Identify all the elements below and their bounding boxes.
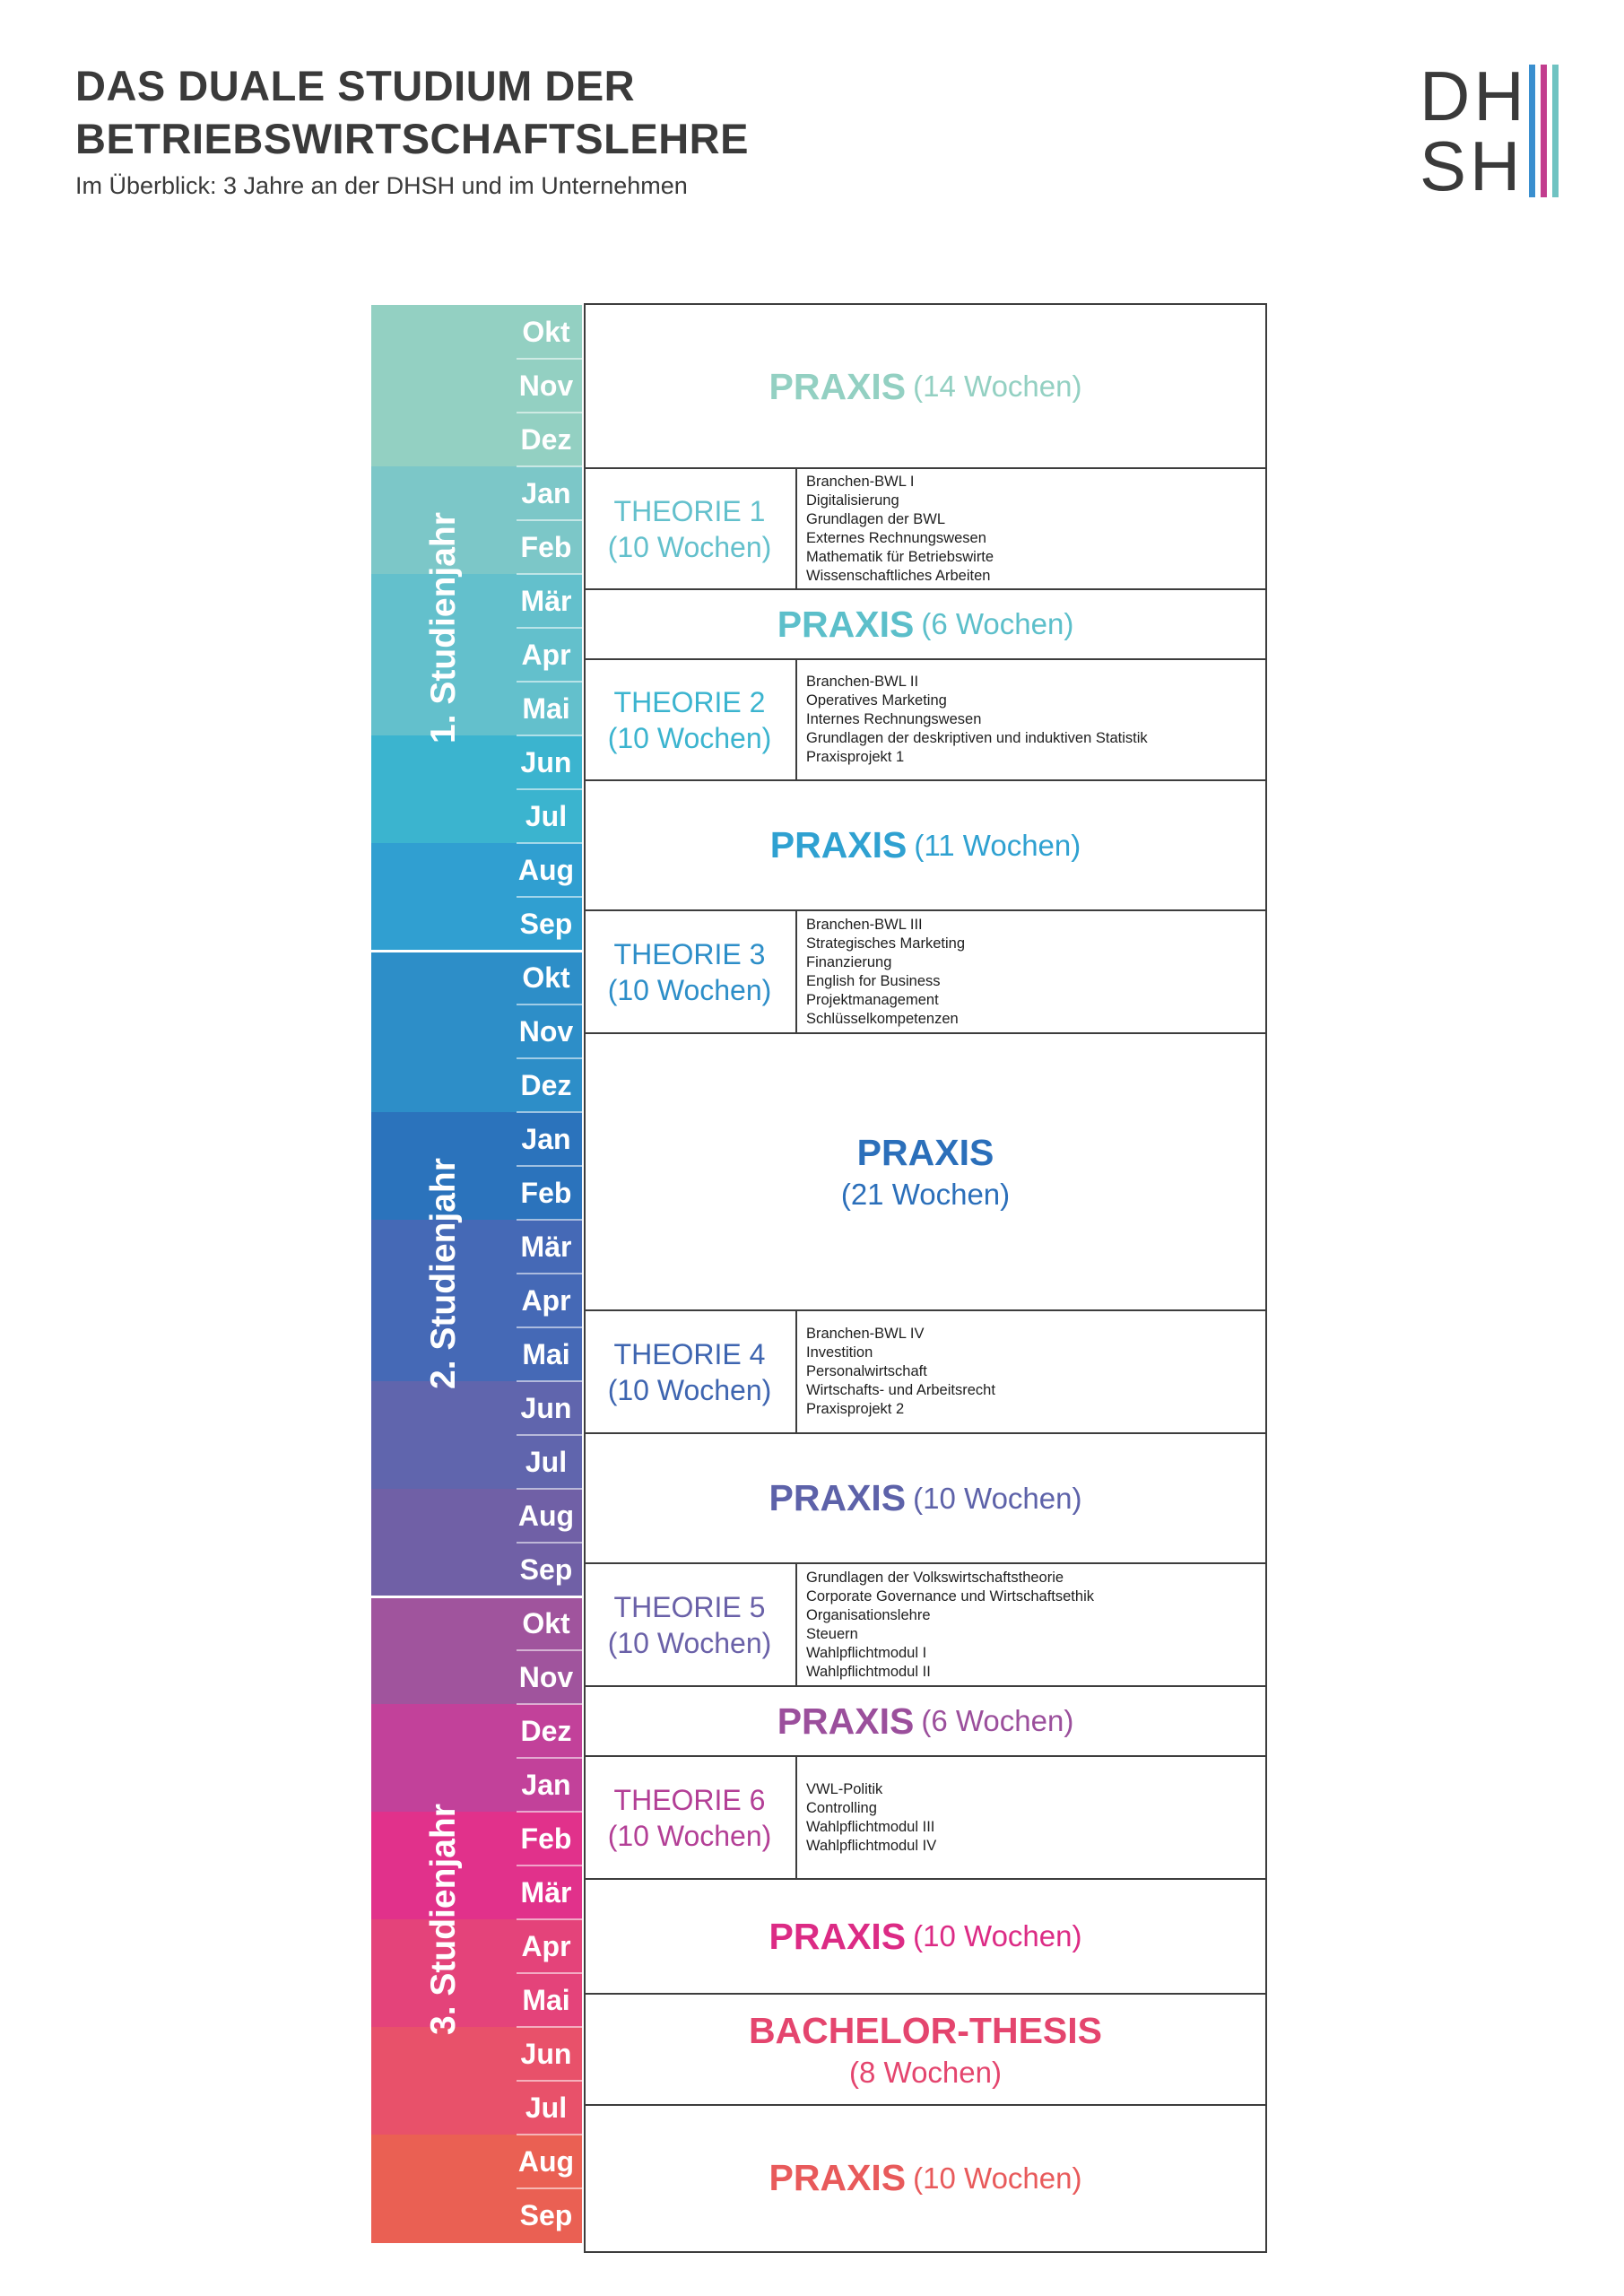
- month-separator: [517, 519, 582, 521]
- month-label: Apr: [521, 1284, 571, 1317]
- theorie-duration: (10 Wochen): [607, 721, 772, 754]
- module-item: Wirtschafts- und Arbeitsrecht: [806, 1382, 995, 1398]
- month-label: Jul: [525, 2092, 568, 2124]
- module-item: Branchen-BWL II: [806, 674, 919, 690]
- logo-bar-teal: [1552, 65, 1559, 197]
- month-label: Sep: [519, 2199, 573, 2231]
- month-separator: [517, 1918, 582, 1920]
- module-item: Investition: [806, 1344, 873, 1361]
- module-list: [806, 468, 1255, 589]
- month-label: Mär: [520, 1876, 572, 1909]
- praxis-block: [584, 1686, 1267, 1756]
- module-item: Praxisprojekt 1: [806, 749, 905, 765]
- theorie-title: THEORIE 3: [613, 937, 766, 970]
- module-item: Finanzierung: [806, 953, 892, 970]
- module-item: Organisationslehre: [806, 1606, 931, 1623]
- month-label: Nov: [518, 370, 574, 402]
- month-separator: [517, 2026, 582, 2028]
- month-separator: [517, 681, 582, 683]
- theorie-block: [584, 1310, 795, 1433]
- block-title: PRAXIS: [769, 1477, 907, 1518]
- block-duration: (6 Wochen): [921, 1704, 1074, 1737]
- block-duration: (14 Wochen): [913, 370, 1082, 403]
- month-separator: [517, 573, 582, 575]
- month-label: Jan: [521, 477, 571, 509]
- module-item: Externes Rechnungswesen: [806, 529, 986, 546]
- theorie-block: [584, 659, 795, 780]
- praxis-block: [584, 589, 1267, 659]
- dhsh-logo: [1420, 57, 1563, 205]
- month-separator: [517, 735, 582, 736]
- module-list: [806, 659, 1255, 780]
- title-line-2: BETRIEBSWIRTSCHAFTSLEHRE: [75, 115, 749, 162]
- module-item: Praxisprojekt 2: [806, 1401, 905, 1417]
- month-label: Mai: [522, 1338, 570, 1370]
- month-separator: [517, 412, 582, 413]
- module-item: Controlling: [806, 1799, 877, 1816]
- block-title: PRAXIS: [856, 1132, 994, 1173]
- block-duration: (10 Wochen): [913, 1919, 1082, 1952]
- theorie-block: [584, 910, 795, 1033]
- praxis-block: [584, 305, 1267, 468]
- month-label: Feb: [520, 1177, 572, 1209]
- module-item: Wahlpflichtmodul III: [806, 1818, 935, 1835]
- theorie-duration: (10 Wochen): [607, 1373, 772, 1406]
- module-list: [806, 910, 1255, 1033]
- theorie-divider: [795, 468, 797, 589]
- month-separator: [517, 1326, 582, 1328]
- month-separator: [517, 465, 582, 467]
- theorie-block: [584, 468, 795, 589]
- theorie-duration: (10 Wochen): [607, 1819, 772, 1852]
- module-item: Wissenschaftliches Arbeiten: [806, 567, 991, 584]
- block-duration: (10 Wochen): [913, 1481, 1082, 1515]
- month-separator: [517, 788, 582, 790]
- month-label: Jun: [520, 2038, 572, 2070]
- module-item: Grundlagen der deskriptiven und induktiven Statistik: [806, 730, 1148, 746]
- theorie-title: THEORIE 6: [613, 1783, 766, 1816]
- month-separator: [517, 1004, 582, 1005]
- month-label: Aug: [517, 854, 575, 886]
- month-separator: [517, 1649, 582, 1651]
- module-list: [806, 1310, 1255, 1433]
- month-label: Jan: [521, 1769, 571, 1801]
- page-subtitle: Im Überblick: 3 Jahre an der DHSH und im Unternehmen: [75, 172, 688, 199]
- module-item: Strategisches Marketing: [806, 935, 965, 952]
- block-title: PRAXIS: [769, 365, 907, 407]
- theorie-block: [584, 1756, 795, 1879]
- module-item: Grundlagen der Volkswirtschaftstheorie: [806, 1569, 1064, 1586]
- month-label: Jul: [525, 1446, 568, 1478]
- praxis-block: [584, 780, 1267, 910]
- theorie-title: THEORIE 4: [613, 1337, 766, 1370]
- logo-letters: [1420, 57, 1528, 205]
- praxis-block: [584, 1879, 1267, 1994]
- year-separator: [371, 950, 582, 952]
- module-item: English for Business: [806, 972, 941, 989]
- module-item: Personalwirtschaft: [806, 1363, 927, 1379]
- module-item: Operatives Marketing: [806, 692, 947, 709]
- module-item: Grundlagen der BWL: [806, 510, 946, 527]
- month-label: Mai: [522, 692, 570, 725]
- month-label: Jul: [525, 800, 568, 832]
- module-list: [806, 1563, 1255, 1686]
- praxis-block: [584, 2105, 1267, 2251]
- praxis-block: [584, 1033, 1267, 1310]
- praxis-block: [584, 1433, 1267, 1563]
- year-label: 2. Studienjahr: [424, 1158, 463, 1389]
- month-separator: [517, 2080, 582, 2082]
- month-separator: [517, 1380, 582, 1382]
- logo-bar-magenta: [1541, 65, 1547, 197]
- theorie-duration: (10 Wochen): [607, 973, 772, 1006]
- theorie-divider: [795, 1310, 797, 1433]
- theorie-divider: [795, 910, 797, 1033]
- logo-line-2: SH: [1420, 126, 1524, 205]
- month-label: Aug: [517, 1500, 575, 1532]
- thesis-block: [584, 1994, 1267, 2105]
- theorie-block: [584, 1563, 795, 1686]
- month-separator: [517, 1219, 582, 1221]
- module-item: Branchen-BWL III: [806, 916, 923, 933]
- logo-line-1: DH: [1420, 57, 1528, 135]
- month-separator: [517, 358, 582, 360]
- block-duration: (21 Wochen): [840, 1178, 1011, 1211]
- month-label: Jun: [520, 1392, 572, 1424]
- module-list: [806, 1756, 1255, 1879]
- year-separator: [371, 1596, 582, 1598]
- module-item: Branchen-BWL IV: [806, 1326, 925, 1342]
- block-title: PRAXIS: [777, 1700, 915, 1742]
- month-separator: [517, 1542, 582, 1544]
- block-title: PRAXIS: [777, 603, 915, 645]
- month-separator: [517, 1165, 582, 1167]
- month-label: Okt: [522, 1607, 570, 1639]
- month-label: Feb: [520, 531, 572, 563]
- month-label: Sep: [519, 1553, 573, 1586]
- module-item: Mathematik für Betriebswirte: [806, 548, 994, 565]
- month-label: Feb: [520, 1822, 572, 1855]
- month-label: Nov: [518, 1015, 574, 1048]
- month-label: Mär: [520, 585, 572, 617]
- month-separator: [517, 1865, 582, 1866]
- month-separator: [517, 1703, 582, 1705]
- month-label: Dez: [520, 1069, 572, 1101]
- module-item: Steuern: [806, 1625, 858, 1642]
- month-label: Aug: [517, 2145, 575, 2178]
- month-separator: [517, 627, 582, 629]
- module-item: Wahlpflichtmodul IV: [806, 1837, 937, 1854]
- month-label: Apr: [521, 639, 571, 671]
- year-label: 3. Studienjahr: [424, 1804, 463, 2035]
- block-duration: (11 Wochen): [914, 828, 1081, 862]
- month-separator: [517, 1111, 582, 1113]
- month-label: Sep: [519, 908, 573, 940]
- month-separator: [517, 2187, 582, 2189]
- logo-bar-blue: [1529, 65, 1535, 197]
- theorie-duration: (10 Wochen): [607, 1626, 772, 1659]
- module-item: Internes Rechnungswesen: [806, 711, 982, 727]
- year-label: 1. Studienjahr: [424, 512, 463, 744]
- block-duration: (6 Wochen): [921, 607, 1074, 640]
- theorie-divider: [795, 659, 797, 780]
- module-item: Digitalisierung: [806, 491, 899, 509]
- block-title: PRAXIS: [769, 824, 908, 865]
- month-label: Okt: [522, 316, 570, 348]
- theorie-title: THEORIE 2: [613, 685, 766, 718]
- module-item: Branchen-BWL I: [806, 473, 915, 490]
- month-separator: [517, 842, 582, 844]
- page-title: [75, 59, 749, 165]
- block-title: BACHELOR-THESIS: [748, 2009, 1103, 2051]
- block-duration: (10 Wochen): [913, 2161, 1082, 2195]
- block-title: PRAXIS: [769, 2157, 907, 2198]
- theorie-divider: [795, 1563, 797, 1686]
- month-label: Jun: [520, 746, 572, 778]
- module-item: VWL-Politik: [806, 1780, 883, 1797]
- theorie-duration: (10 Wochen): [607, 530, 772, 563]
- month-label: Okt: [522, 961, 570, 994]
- module-item: Corporate Governance und Wirtschaftsethik: [806, 1587, 1094, 1605]
- month-label: Mär: [520, 1231, 572, 1263]
- month-separator: [517, 1972, 582, 1974]
- month-label: Nov: [518, 1661, 574, 1693]
- module-item: Wahlpflichtmodul I: [806, 1644, 927, 1661]
- month-separator: [517, 1434, 582, 1436]
- month-separator: [517, 1811, 582, 1813]
- month-label: Dez: [520, 1715, 572, 1747]
- block-title: PRAXIS: [769, 1915, 907, 1957]
- month-separator: [517, 896, 582, 898]
- month-label: Mai: [522, 1984, 570, 2016]
- month-separator: [517, 1057, 582, 1059]
- module-item: Projektmanagement: [806, 991, 939, 1008]
- month-separator: [517, 1488, 582, 1490]
- month-separator: [517, 2134, 582, 2135]
- theorie-divider: [795, 1756, 797, 1879]
- month-label: Jan: [521, 1123, 571, 1155]
- theorie-title: THEORIE 5: [613, 1590, 766, 1623]
- block-duration: (8 Wochen): [849, 2055, 1002, 2089]
- title-line-1: DAS DUALE STUDIUM DER: [75, 62, 636, 109]
- theorie-title: THEORIE 1: [613, 494, 766, 527]
- module-item: Schlüsselkompetenzen: [806, 1010, 959, 1027]
- month-label: Apr: [521, 1930, 571, 1962]
- month-separator: [517, 1757, 582, 1759]
- month-label: Dez: [520, 423, 572, 456]
- month-separator: [517, 1273, 582, 1274]
- module-item: Wahlpflichtmodul II: [806, 1663, 931, 1680]
